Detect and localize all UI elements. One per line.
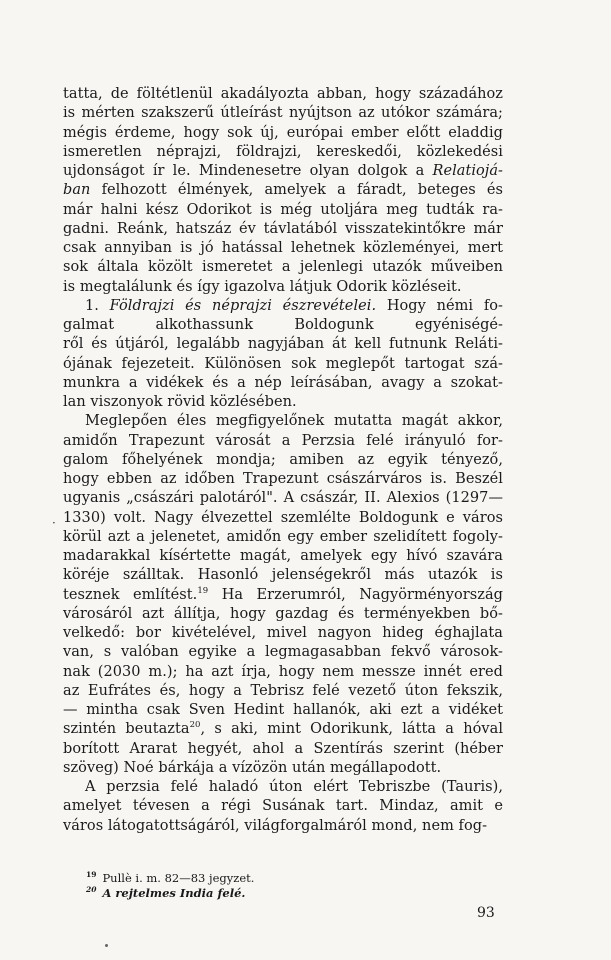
text-line: ban felhozott élmények, amelyek a fáradt, beteges és [63, 182, 503, 199]
text-line: lan viszonyok rövid közlésében. [63, 394, 297, 410]
body-text [63, 85, 503, 836]
text-line: mégis érdeme, hogy sok új, európai ember előtt eladdig [63, 124, 503, 141]
print-speck [105, 944, 108, 947]
footnote-mark: 20 [86, 885, 97, 895]
text-line: velkedő: bor kivételével, mivel nagyon hideg éghajlata [63, 625, 503, 641]
footnotes [86, 871, 446, 901]
footnote-19 [86, 871, 446, 886]
text-line: Meglepően éles megfigyelőnek mutatta magát akkor, [85, 413, 503, 430]
footnote-text: A rejtelmes India felé. [102, 886, 246, 900]
text-line: is mérten szakszerű útleírást nyújtson az utókor számára; [63, 105, 503, 122]
text-line: köréje szálltak. Hasonló jelenségekről más utazók is [63, 567, 503, 584]
text-line: borított Ararat hegyét, ahol a Szentírás szerint (héber [63, 740, 503, 757]
text-line: ismeretlen néprajzi, földrajzi, kereskedői, közlekedési [63, 143, 503, 160]
text-line: tatta, de föltétlenül akadályozta abban, hogy századához [63, 86, 503, 102]
margin-mark: · [52, 516, 56, 530]
text-line: A perzsia felé haladó úton elért Tebriszbe (Tauris), [85, 779, 503, 795]
text-line: ugyanis „császári palotáról". A császár, II. Alexios (1297— [63, 490, 503, 507]
text-line: körül azt a jelenetet, amidőn egy ember szelidített fogoly- [63, 528, 503, 545]
text-line: ről és útjáról, legalább nagyjában át kell futnunk Reláti- [63, 336, 503, 353]
text-line: 1330) volt. Nagy élvezettel szemlélte Boldogunk e város [63, 509, 503, 526]
text-line: város látogatottságáról, világforgalmáról mond, nem fog- [63, 817, 488, 834]
text-line: ujdonságot ír le. Mindenesetre olyan dolgok a Relatiojá- [63, 163, 503, 179]
text-line: is megtalálunk és így igazolva látjuk Odorik közléseit. [63, 278, 462, 295]
text-line: galmat alkothassunk Boldogunk egyéniségé- [63, 317, 503, 333]
text-line: nak (2030 m.); ha azt írja, hogy nem messze innét ered [63, 663, 503, 680]
text-line: 1. Földrajzi és néprajzi észrevételei. Hogy némi fo- [85, 297, 503, 314]
text-line: hogy ebben az időben Trapezunt császárváros is. Beszél [63, 471, 503, 487]
text-line: galom főhelyének mondja; amiben az egyik tényező, [63, 451, 503, 468]
page-number: 93 [477, 905, 495, 921]
text-line: amelyet tévesen a régi Susának tart. Mindaz, amit e [63, 798, 503, 815]
text-line: tesznek említést.$^{19}$ Ha Erzerumról, Nagyörményország [63, 585, 503, 603]
text-line: gadni. Reánk, hatszáz év távlatából visszatekintőkre már [63, 220, 503, 237]
footnote-text: Pullè i. m. 82—83 jegyzet. [102, 871, 255, 885]
text-line: csak annyiban is jó hatással lehetnek közleményei, mert [63, 240, 503, 256]
footnote-mark: 19 [86, 870, 97, 880]
text-line: — mintha csak Sven Hedint hallanók, aki ezt a vidéket [63, 702, 503, 718]
text-line: ójának fejezeteit. Különösen sok meglepőt tartogat szá- [63, 355, 503, 372]
text-line: amidőn Trapezunt városát a Perzsia felé irányuló for- [63, 432, 503, 449]
text-line: madarakkal kísértette magát, amelyek egy hívó szavára [63, 548, 503, 564]
text-line: városáról azt állítja, hogy gazdag és terményekben bő- [63, 605, 503, 622]
footnote-20 [86, 886, 446, 901]
text-line: szöveg) Noé bárkája a vízözön után megállapodott. [63, 759, 442, 776]
text-line: sok általa közölt ismeretet a jelenlegi utazók műveiben [63, 259, 503, 276]
text-line: munkra a vidékek és a nép leírásában, avagy a szokat- [63, 374, 503, 391]
text-line: az Eufrátes és, hogy a Tebrisz felé vezető úton fekszik, [63, 682, 503, 699]
text-line: szintén beutazta$^{20}$, s aki, mint Odorikunk, látta a hóval [63, 720, 504, 738]
text-line: van, s valóban egyike a legmagasabban fekvő városok- [63, 644, 503, 661]
text-line: már halni kész Odorikot is még utoljára meg tudták ra- [63, 201, 503, 218]
